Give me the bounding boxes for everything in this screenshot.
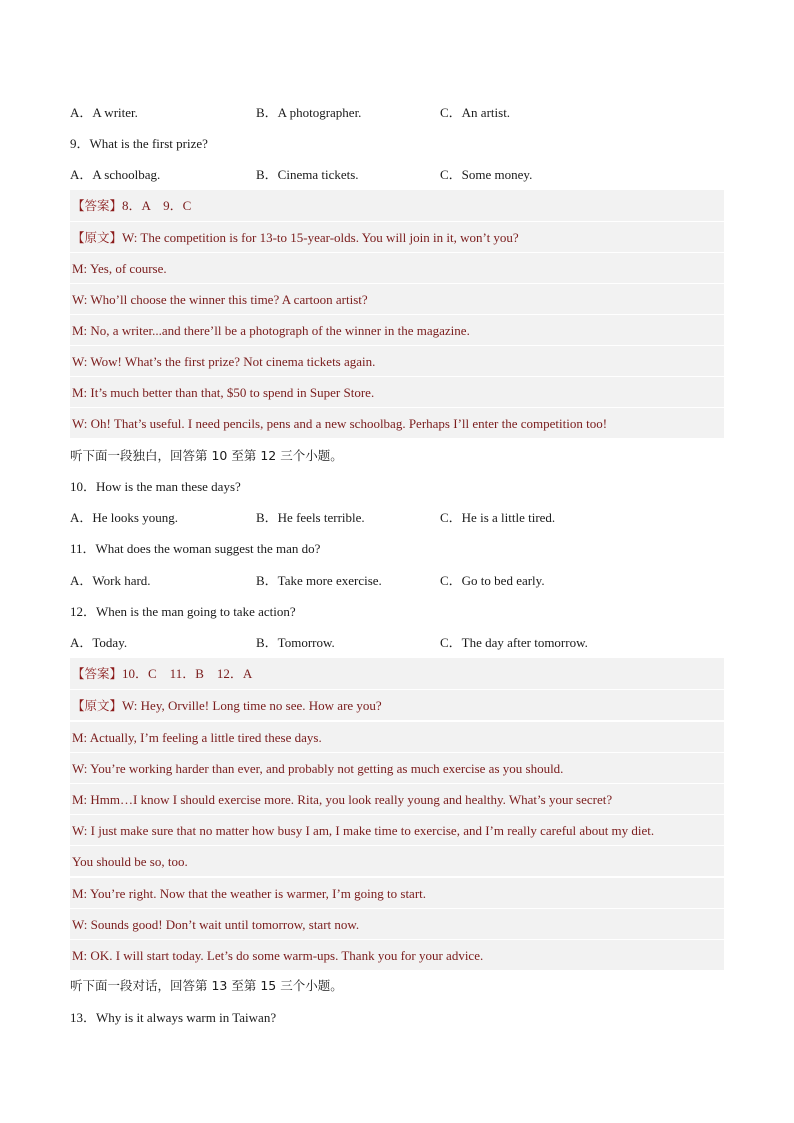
q8-options [70,97,724,128]
section-instruction-13-15: 听下面一段对话，回答第 13 至第 15 三个小题。 [70,978,343,993]
q12-options [70,627,724,658]
q10-options [70,502,724,533]
q9-option-a: A．A schoolbag. [70,167,161,182]
answer-tag: 【答案】 [72,666,123,681]
transcript-line [70,689,724,720]
q8-option-c: C．An artist. [440,105,511,120]
q9-option-c: C．Some money. [440,167,533,182]
q11-question: 11．What does the woman suggest the man do? [70,541,321,556]
q8-option-b: B．A photographer. [256,105,362,120]
transcript-line: M: You’re right. Now that the weather is warmer, I’m going to start. [70,877,724,908]
transcript-line: You should be so, too. [70,845,724,876]
q12-option-b: B．Tomorrow. [256,635,335,650]
transcript-line: M: Yes, of course. [70,252,724,283]
transcript-line: W: Oh! That’s useful. I need pencils, pens and a new schoolbag. Perhaps I’ll enter the competition too! [70,407,724,438]
transcript-line: W: I just make sure that no matter how busy I am, I make time to exercise, and I’m really careful about my diet. [70,814,724,845]
q13-question: 13．Why is it always warm in Taiwan? [70,1010,277,1025]
answer-text: 10．C 11．B 12．A [122,666,253,681]
q11-option-a: A．Work hard. [70,573,151,588]
transcript-line: M: It’s much better than that, $50 to spend in Super Store. [70,376,724,407]
transcript-text: W: The competition is for 13-to 15-year-olds. You will join in it, won’t you? [122,230,519,245]
q10-option-c: C．He is a little tired. [440,510,556,525]
q9-question: 9．What is the first prize? [70,136,208,151]
q9-option-b: B．Cinema tickets. [256,167,359,182]
q10-option-a: A．He looks young. [70,510,178,525]
answer-text: 8．A 9．C [122,198,192,213]
q11-options [70,565,724,596]
q10-question: 10．How is the man these days? [70,479,241,494]
q10-option-b: B．He feels terrible. [256,510,365,525]
transcript-line: W: Sounds good! Don’t wait until tomorrow, start now. [70,908,724,939]
transcript-line: M: No, a writer...and there’ll be a photograph of the winner in the magazine. [70,314,724,345]
transcript-line [70,221,724,252]
answer-8-9 [70,190,724,221]
transcript-line: W: Wow! What’s the first prize? Not cinema tickets again. [70,345,724,376]
transcript-line: M: Actually, I’m feeling a little tired these days. [70,721,724,752]
transcript-tag: 【原文】 [72,230,123,245]
q11-option-b: B．Take more exercise. [256,573,382,588]
answer-10-12 [70,658,724,689]
transcript-tag: 【原文】 [72,698,123,713]
q12-option-a: A．Today. [70,635,128,650]
transcript-text: W: Hey, Orville! Long time no see. How are you? [122,698,382,713]
q12-option-c: C．The day after tomorrow. [440,635,588,650]
q8-option-a: A．A writer. [70,105,138,120]
transcript-line: M: Hmm…I know I should exercise more. Rita, you look really young and healthy. What’s your secret? [70,783,724,814]
q11-option-c: C．Go to bed early. [440,573,545,588]
q12-question: 12．When is the man going to take action? [70,604,296,619]
answer-tag: 【答案】 [72,198,123,213]
q9-options [70,159,724,190]
transcript-line: M: OK. I will start today. Let’s do some warm-ups. Thank you for your advice. [70,939,724,970]
transcript-line: W: You’re working harder than ever, and probably not getting as much exercise as you should. [70,752,724,783]
transcript-line: W: Who’ll choose the winner this time? A cartoon artist? [70,283,724,314]
section-instruction-10-12: 听下面一段独白，回答第 10 至第 12 三个小题。 [70,448,343,463]
